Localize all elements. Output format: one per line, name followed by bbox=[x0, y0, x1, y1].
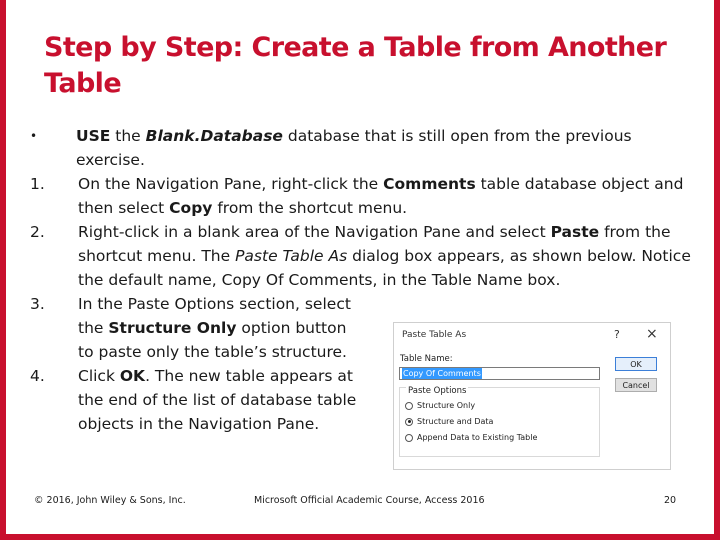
step-italic: Paste Table As bbox=[235, 247, 348, 265]
radio-button[interactable] bbox=[405, 418, 413, 426]
step-bold: OK bbox=[119, 367, 146, 385]
step-text: Right-click in a blank area of the Navigation Pane and select bbox=[78, 223, 551, 241]
step-text: table database object and then select bbox=[78, 175, 684, 217]
step-text: On the Navigation Pane, right-click the bbox=[78, 175, 384, 193]
step-text: dialog box appears, as shown below. Notice the default name, Copy Of Comments, in the Table Name box. bbox=[78, 247, 691, 289]
footer-copyright: © 2016, John Wiley & Sons, Inc. bbox=[34, 495, 186, 506]
slide-title: Step by Step: Create a Table from Another Table bbox=[44, 32, 667, 99]
dialog-title: Paste Table As bbox=[402, 330, 467, 340]
step-bold: Paste bbox=[550, 223, 600, 241]
radio-append-data[interactable] bbox=[405, 433, 537, 442]
step-text: . The new table appears at bbox=[145, 367, 353, 385]
step-bold: Structure Only bbox=[108, 319, 237, 337]
step-2 bbox=[30, 220, 700, 292]
radio-button[interactable] bbox=[405, 402, 413, 410]
step-bold: Comments bbox=[383, 175, 476, 193]
table-name-label: Table Name: bbox=[400, 354, 453, 364]
step-number: 4. bbox=[30, 367, 45, 385]
bullet-text-post: database that is still open from the previous exercise. bbox=[76, 127, 632, 169]
step-number: 3. bbox=[30, 295, 45, 313]
step-text: In the Paste Options section, select bbox=[78, 295, 351, 313]
step-text: from the shortcut menu. The bbox=[78, 223, 671, 265]
bullet-text-pre: the bbox=[110, 127, 146, 145]
footer-course: Microsoft Official Academic Course, Access 2016 bbox=[254, 495, 485, 506]
table-name-value: Copy Of Comments bbox=[403, 369, 481, 378]
database-name: Blank.Database bbox=[145, 127, 283, 145]
ok-button[interactable]: OK bbox=[615, 357, 657, 371]
radio-label: Append Data to Existing Table bbox=[417, 433, 538, 442]
step-text: option button bbox=[236, 319, 347, 337]
step-text: from the shortcut menu. bbox=[212, 199, 408, 217]
step-text: to paste only the table’s structure. bbox=[78, 343, 347, 361]
page-number: 20 bbox=[664, 495, 677, 506]
step-number: 1. bbox=[30, 175, 45, 193]
step-text: the end of the list of database table bbox=[78, 391, 357, 409]
cancel-button[interactable]: Cancel bbox=[615, 378, 657, 392]
paste-options-group bbox=[399, 387, 600, 457]
radio-structure-and-data[interactable] bbox=[405, 417, 493, 426]
step-text: the bbox=[78, 319, 109, 337]
intro-bullet bbox=[30, 124, 700, 172]
radio-button[interactable] bbox=[405, 434, 413, 442]
radio-label: Structure Only bbox=[417, 401, 476, 410]
table-name-input[interactable] bbox=[399, 367, 600, 380]
paste-table-as-dialog bbox=[393, 322, 671, 470]
paste-options-label: Paste Options bbox=[408, 386, 467, 396]
bullet-marker: • bbox=[30, 129, 38, 143]
step-text: objects in the Navigation Pane. bbox=[78, 415, 320, 433]
step-1 bbox=[30, 172, 700, 220]
step-text: Click bbox=[78, 367, 120, 385]
radio-structure-only[interactable] bbox=[405, 401, 475, 410]
radio-label: Structure and Data bbox=[417, 417, 494, 426]
help-icon[interactable]: ? bbox=[614, 328, 620, 341]
step-bold: Copy bbox=[169, 199, 213, 217]
bullet-lead: USE bbox=[76, 127, 111, 145]
close-icon[interactable]: × bbox=[646, 326, 658, 342]
step-number: 2. bbox=[30, 223, 45, 241]
